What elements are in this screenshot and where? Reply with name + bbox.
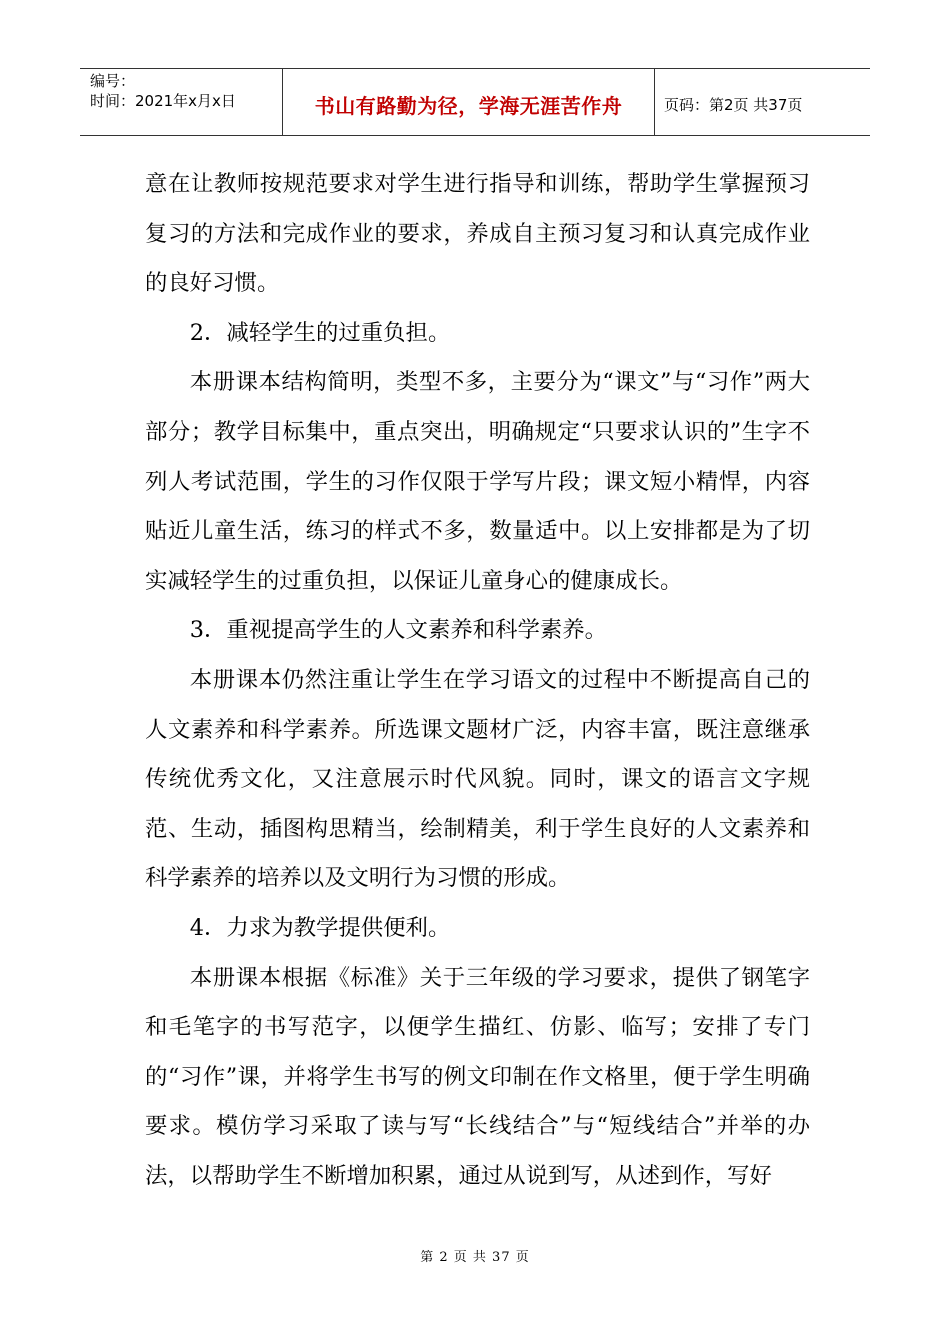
- footer-page-number: 第 2 页 共 37 页: [420, 1250, 530, 1265]
- section-heading: 4．力求为教学提供便利。: [189, 914, 451, 941]
- header-motto-cell: [283, 69, 655, 135]
- section-heading: 3．重视提高学生的人文素养和科学素养。: [189, 617, 608, 644]
- header-page-cell: [655, 69, 870, 135]
- document-body: [145, 160, 810, 1201]
- number-label: 编号：: [90, 72, 136, 90]
- body-paragraph: 本册课本结构简明，类型不多，主要分为“课文”与“习作”两大部分；教学目标集中，重点突出，明确规定“只要求认识的”生字不列人考试范围，学生的习作仅限于学写片段；课文短小精悍，内容贴近儿童生活，练习的样式不多，数量适中。以上安排都是为了切实减轻学生的过重负担，以保证儿童身心的健康成长。: [145, 369, 810, 594]
- time-label: 时间：2021年x月x日: [90, 92, 236, 110]
- header-meta-cell: [80, 69, 283, 135]
- body-paragraph: 本册课本根据《标准》关于三年级的学习要求，提供了钢笔字和毛笔字的书写范字，以便学生描红、仿影、临写；安排了专门的“习作”课，并将学生书写的例文印制在作文格里，便于学生明确要求。模仿学习采取了读与写“长线结合”与“短线结合”并举的办法，以帮助学生不断增加积累，通过从说到写，从述到作，写好: [145, 964, 810, 1189]
- motto-text: 书山有路勤为径，学海无涯苦作舟: [314, 93, 623, 118]
- body-paragraph: 本册课本仍然注重让学生在学习语文的过程中不断提高自己的人文素养和科学素养。所选课文题材广泛，内容丰富，既注意继承传统优秀文化，又注意展示时代风貌。同时，课文的语言文字规范、生动，插图构思精当，绘制精美，利于学生良好的人文素养和科学素养的培养以及文明行为习惯的形成。: [145, 666, 810, 892]
- page-footer: [0, 1246, 950, 1265]
- section-heading: 2．减轻学生的过重负担。: [189, 319, 451, 346]
- body-paragraph: 意在让教师按规范要求对学生进行指导和训练，帮助学生掌握预习复习的方法和完成作业的要求，养成自主预习复习和认真完成作业的良好习惯。: [145, 171, 810, 297]
- document-header: [80, 68, 870, 136]
- page-info: 页码：第2页 共37页: [664, 95, 803, 114]
